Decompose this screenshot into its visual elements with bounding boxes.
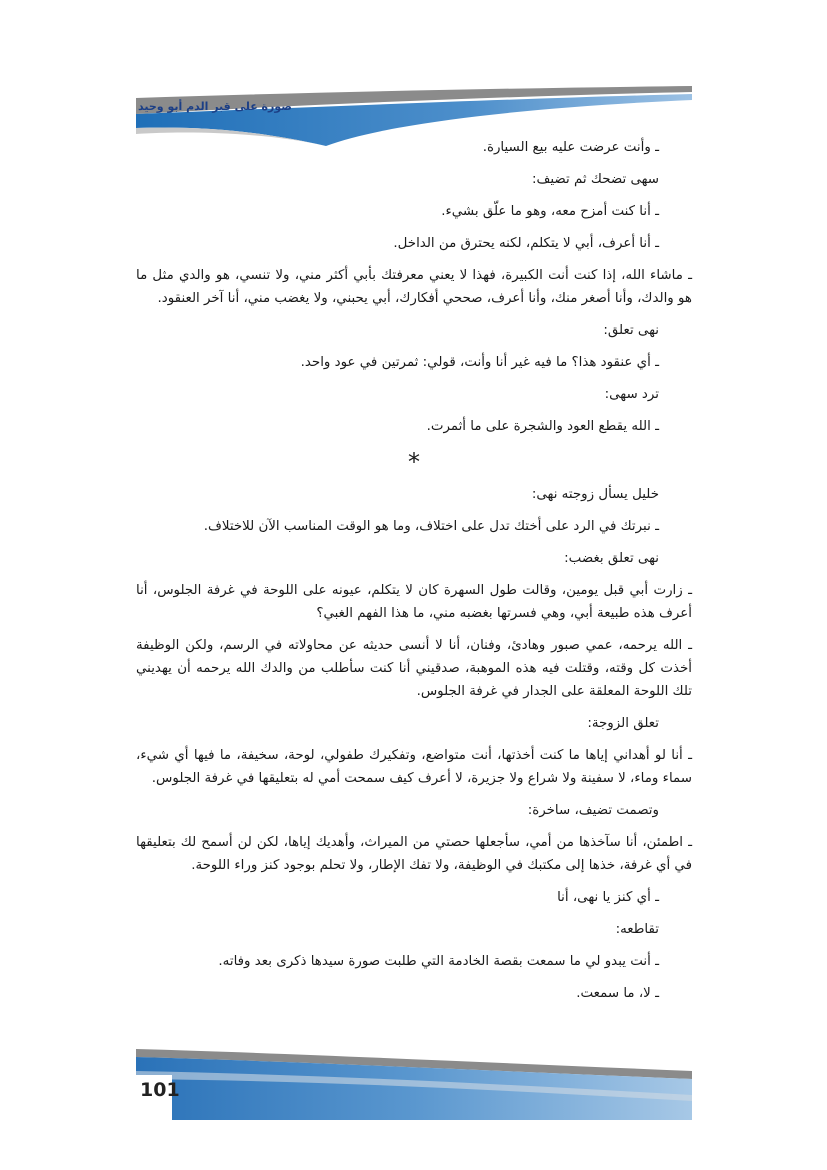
header-title: صورة على قبر الدم أبو وحيد — [138, 100, 292, 113]
paragraph: ترد سهى: — [604, 387, 659, 402]
paragraph: ـ الله يقطع العود والشجرة على ما أثمرت. — [426, 419, 659, 434]
paragraph: ـ زارت أبي قبل يومين، وقالت طول السهرة كان لا يتكلم، عيونه على اللوحة في غرفة الجلوس، أنا أعرف هذه طبيعة أبي، وهي فسرتها بغضبه مني، ما هذا الفهم الغبي؟ — [136, 583, 692, 621]
paragraph: ـ أنا كنت أمزح معه، وهو ما علّق بشيء. — [441, 204, 659, 219]
paragraph: ـ نبرتك في الرد على أختك تدل على اختلاف، وما هو الوقت المناسب الآن للاختلاف. — [203, 519, 659, 534]
section-separator: * — [408, 448, 420, 476]
page-body — [136, 136, 692, 1014]
paragraph: ـ وأنت عرضت عليه بيع السيارة. — [482, 140, 659, 155]
paragraph: سهى تضحك ثم تضيف: — [532, 172, 659, 187]
paragraph: خليل يسأل زوجته نهى: — [531, 487, 659, 502]
footer-decoration — [136, 1045, 692, 1120]
paragraph: ـ أي كنز يا نهى، أنا — [557, 890, 659, 905]
paragraph: وتصمت تضيف، ساخرة: — [527, 803, 659, 818]
paragraph: تعلق الزوجة: — [587, 716, 659, 731]
paragraph: تقاطعه: — [615, 922, 659, 937]
paragraph: ـ لا، ما سمعت. — [576, 986, 659, 1001]
paragraph: ـ أنا لو أهداني إياها ما كنت أخذتها، أنت متواضع، وتفكيرك طفولي، لوحة، سخيفة، ما فيها أي شيء، سماء وماء، لا سفينة ولا شراع ولا جزيرة، لا أعرف كيف سمحت أمي له بتعليقها في غرفة الجلوس. — [136, 748, 692, 786]
paragraph: ـ أي عنقود هذا؟ ما فيه غير أنا وأنت، قولي: ثمرتين في عود واحد. — [300, 355, 659, 370]
paragraph: ـ ماشاء الله، إذا كنت أنت الكبيرة، فهذا لا يعني معرفتك بأبي أكثر مني، ولا تنسي، هو والدي مثل ما هو والدك، وأنا أصغر منك، وأنا أعرف، صححي أفكارك، أبي يحبني، ولا يغضب مني، أنا آخر العنقود. — [136, 268, 692, 306]
paragraph: نهى تعلق بغضب: — [564, 551, 659, 566]
page-number: 101 — [140, 1079, 180, 1101]
paragraph: ـ اطمئن، أنا سآخذها من أمي، سأجعلها حصتي من الميراث، وأهديك إياها، لكن لن أسمح لك بتعليقها في أي غرفة، خذها إلى مكتبك في الوظيفة، ولا تفك الإطار، ولا تحلم بوجود كنز وراء اللوحة. — [136, 835, 692, 873]
paragraph: ـ الله يرحمه، عمي صبور وهادئ، وفنان، أنا لا أنسى حديثه عن محاولاته في الرسم، ولكن الوظيفة أخذت كل وقته، وقتلت فيه هذه الموهبة، صدقيني أنا كنت سأطلب من والدك الله يرحمه أن يهديني تلك اللوحة المعلقة على الجدار في غرفة الجلوس. — [136, 638, 692, 699]
paragraph: ـ أنا أعرف، أبي لا يتكلم، لكنه يحترق من الداخل. — [393, 236, 659, 251]
paragraph: ـ أنت يبدو لي ما سمعت بقصة الخادمة التي طلبت صورة سيدها ذكرى بعد وفاته. — [218, 954, 659, 969]
paragraph: نهى تعلق: — [603, 323, 659, 338]
